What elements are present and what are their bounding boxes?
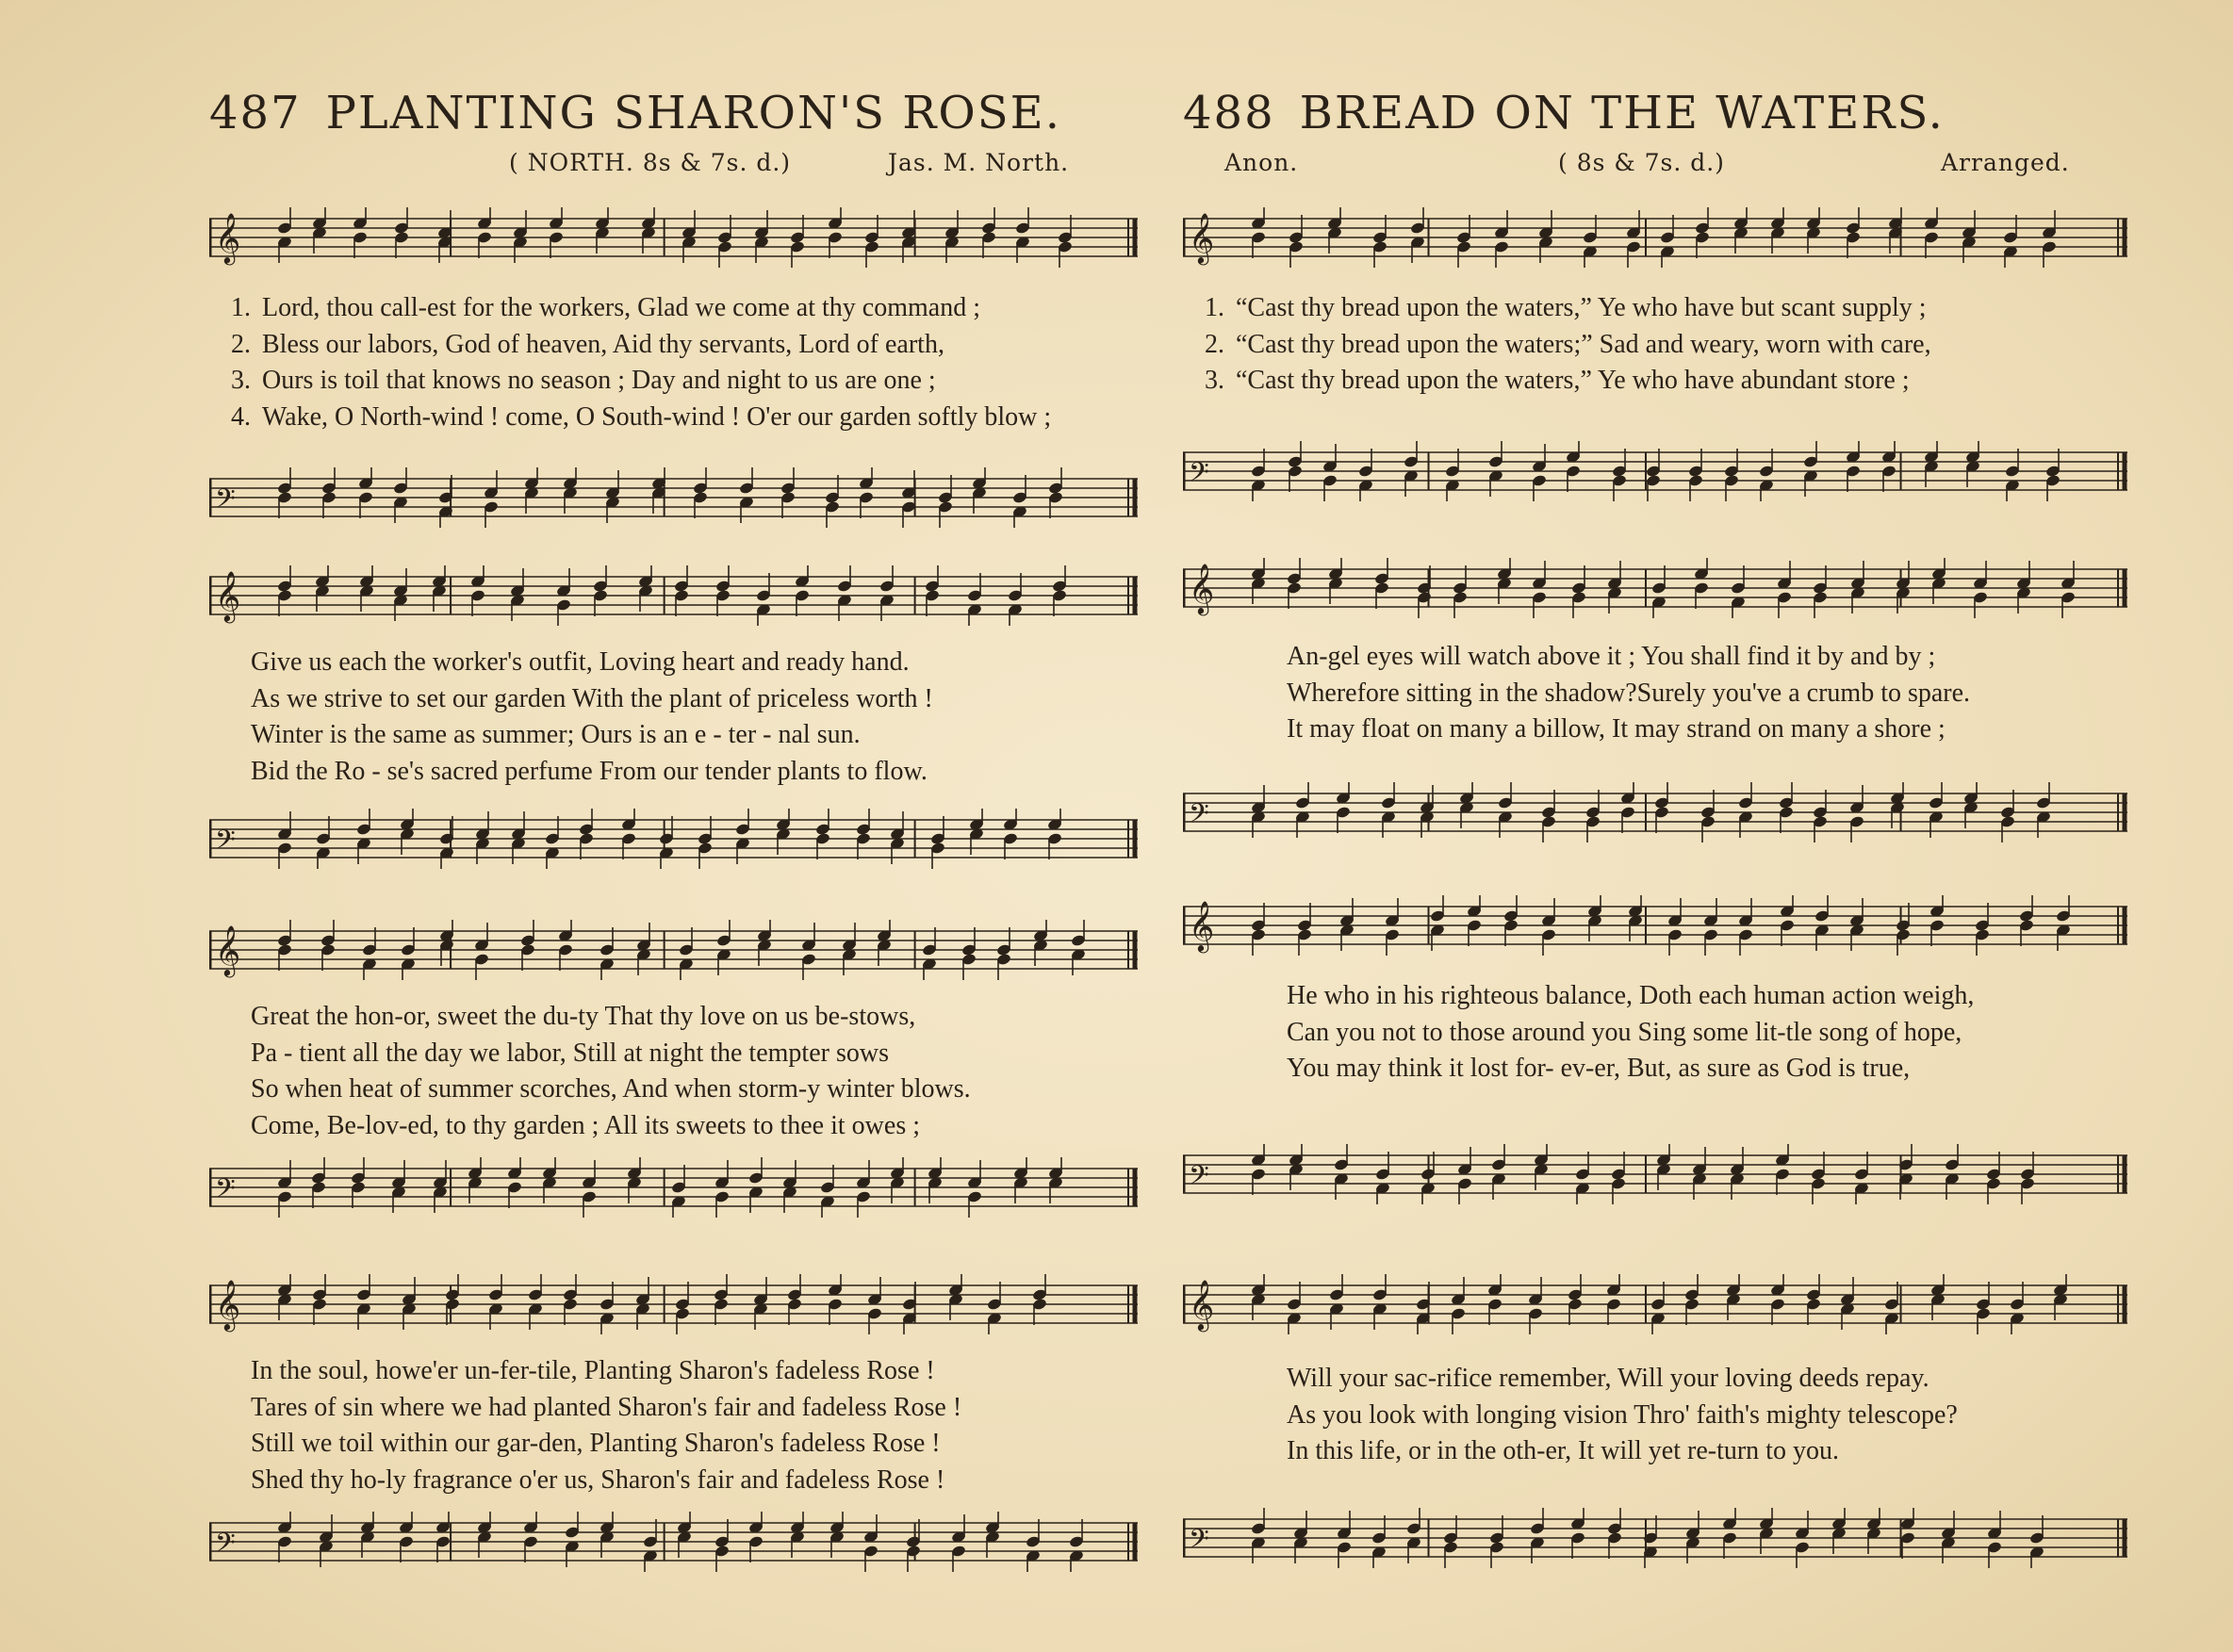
treble-staff bbox=[1183, 207, 2127, 268]
lyric-line: As we strive to set our garden With the plant of priceless worth ! bbox=[251, 683, 933, 713]
composer: Anon. bbox=[1224, 149, 1299, 176]
meter: ( 8s & 7s. d.) bbox=[1558, 149, 1725, 176]
lyric-line: Pa - tient all the day we labor, Still at night the tempter sows bbox=[251, 1038, 889, 1068]
verse-lyrics bbox=[1287, 639, 1970, 748]
bass-staff bbox=[1183, 1144, 2127, 1204]
lyric-line: Give us each the worker's outfit, Loving heart and ready hand. bbox=[251, 647, 910, 677]
tune-meter: ( NORTH. 8s & 7s. d.) bbox=[509, 149, 792, 176]
hymn-title: PLANTING SHARON'S ROSE. bbox=[325, 87, 1061, 139]
treble-staff bbox=[209, 1274, 1138, 1334]
svg-text:𝄞: 𝄞 bbox=[215, 212, 241, 263]
lyric-line: 3. Ours is toil that knows no season ; Day and night to us are one ; bbox=[231, 366, 936, 395]
svg-text:𝄞: 𝄞 bbox=[1189, 563, 1215, 613]
lyric-line: As you look with longing vision Thro' faith's mighty telescope? bbox=[1287, 1399, 1958, 1430]
verse-lyrics bbox=[251, 645, 933, 790]
svg-text:𝄢: 𝄢 bbox=[1189, 457, 1209, 495]
lyric-line: Can you not to those around you Sing some lit-tle song of hope, bbox=[1287, 1017, 1962, 1047]
treble-staff bbox=[1183, 895, 2127, 956]
verse-lyrics bbox=[251, 1353, 961, 1498]
svg-text:𝄢: 𝄢 bbox=[1189, 1524, 1209, 1562]
svg-text:𝄞: 𝄞 bbox=[1189, 1279, 1215, 1330]
lyric-line: It may float on many a billow, It may strand on many a shore ; bbox=[1287, 714, 1946, 744]
svg-text:𝄢: 𝄢 bbox=[215, 825, 236, 862]
treble-staff bbox=[209, 565, 1138, 626]
treble-staff bbox=[1183, 558, 2127, 618]
lyric-line: Winter is the same as summer; Ours is an e - ter - nal sun. bbox=[251, 720, 861, 749]
svg-text:𝄞: 𝄞 bbox=[1189, 900, 1215, 951]
lyric-line: In this life, or in the oth-er, It will yet re-turn to you. bbox=[1287, 1436, 1839, 1465]
hymn-title: BREAD ON THE WATERS. bbox=[1299, 87, 1945, 139]
svg-text:𝄢: 𝄢 bbox=[1189, 798, 1209, 836]
treble-staff bbox=[209, 920, 1138, 980]
verse-lyrics bbox=[251, 999, 971, 1144]
lyric-line: 3. “Cast thy bread upon the waters,” Ye who have abundant store ; bbox=[1205, 366, 1910, 395]
svg-text:𝄢: 𝄢 bbox=[1189, 1160, 1209, 1198]
lyric-line: In the soul, howe'er un-fer-tile, Planting Sharon's fadeless Rose ! bbox=[251, 1356, 935, 1385]
lyric-line: 4. Wake, O North-wind ! come, O South-wind ! O'er our garden softly blow ; bbox=[231, 401, 1052, 432]
hymn-header bbox=[209, 87, 1061, 139]
hymn-header bbox=[1183, 87, 1945, 139]
lyric-line: Still we toil within our gar-den, Planting Sharon's fadeless Rose ! bbox=[251, 1429, 941, 1458]
svg-text:𝄞: 𝄞 bbox=[1189, 212, 1215, 263]
lyric-line: 2. “Cast thy bread upon the waters;” Sad and weary, worn with care, bbox=[1205, 329, 1931, 359]
lyric-line: Wherefore sitting in the shadow?Surely you've a crumb to spare. bbox=[1287, 678, 1971, 708]
hymn-number: 488 bbox=[1183, 87, 1275, 139]
verse-lyrics bbox=[213, 290, 1051, 435]
composer: Jas. M. North. bbox=[888, 149, 1070, 176]
bass-staff bbox=[1183, 782, 2127, 842]
lyric-line: He who in his righteous balance, Doth each human action weigh, bbox=[1287, 981, 1975, 1010]
verse-lyrics bbox=[1287, 1361, 1958, 1470]
lyric-line: Will your sac-rifice remember, Will your loving deeds repay. bbox=[1287, 1364, 1929, 1393]
hymn-meta bbox=[1183, 149, 2127, 181]
svg-text:𝄢: 𝄢 bbox=[215, 1528, 236, 1565]
treble-staff bbox=[1183, 1274, 2127, 1334]
svg-text:𝄢: 𝄢 bbox=[215, 1173, 236, 1211]
lyric-line: Great the hon-or, sweet the du-ty That thy love on us be-stows, bbox=[251, 1002, 916, 1031]
hymn-number: 487 bbox=[209, 87, 302, 139]
lyric-line: An-gel eyes will watch above it ; You shall find it by and by ; bbox=[1287, 642, 1936, 671]
lyric-line: So when heat of summer scorches, And when storm-y winter blows. bbox=[251, 1074, 971, 1104]
bass-staff bbox=[1183, 1508, 2127, 1568]
verse-lyrics bbox=[1287, 978, 1974, 1088]
hymn-meta bbox=[209, 149, 1138, 181]
bass-staff bbox=[1183, 441, 2127, 501]
lyric-line: You may think it lost for- ev-er, But, as sure as God is true, bbox=[1287, 1054, 1911, 1083]
svg-text:𝄞: 𝄞 bbox=[215, 1279, 241, 1330]
bass-staff bbox=[209, 1512, 1138, 1572]
svg-text:𝄞: 𝄞 bbox=[215, 570, 241, 621]
verse-lyrics bbox=[1187, 290, 1931, 400]
lyric-line: 1. “Cast thy bread upon the waters,” Ye who have but scant supply ; bbox=[1205, 293, 1927, 322]
lyric-line: Shed thy ho-ly fragrance o'er us, Sharon's fair and fadeless Rose ! bbox=[251, 1464, 945, 1495]
lyric-line: 1. Lord, thou call-est for the workers, Glad we come at thy command ; bbox=[231, 293, 980, 322]
svg-text:𝄢: 𝄢 bbox=[215, 483, 236, 521]
svg-text:𝄞: 𝄞 bbox=[215, 924, 241, 975]
lyric-line: Come, Be-lov-ed, to thy garden ; All its sweets to thee it owes ; bbox=[251, 1110, 920, 1140]
treble-staff bbox=[209, 207, 1138, 268]
lyric-line: Tares of sin where we had planted Sharon's fair and fadeless Rose ! bbox=[251, 1392, 962, 1422]
bass-staff bbox=[209, 467, 1138, 528]
bass-staff bbox=[209, 1157, 1138, 1218]
lyric-line: 2. Bless our labors, God of heaven, Aid thy servants, Lord of earth, bbox=[231, 329, 944, 359]
bass-staff bbox=[209, 809, 1138, 869]
arranger: Arranged. bbox=[1941, 149, 2070, 176]
lyric-line: Bid the Ro - se's sacred perfume From our tender plants to flow. bbox=[251, 756, 928, 786]
